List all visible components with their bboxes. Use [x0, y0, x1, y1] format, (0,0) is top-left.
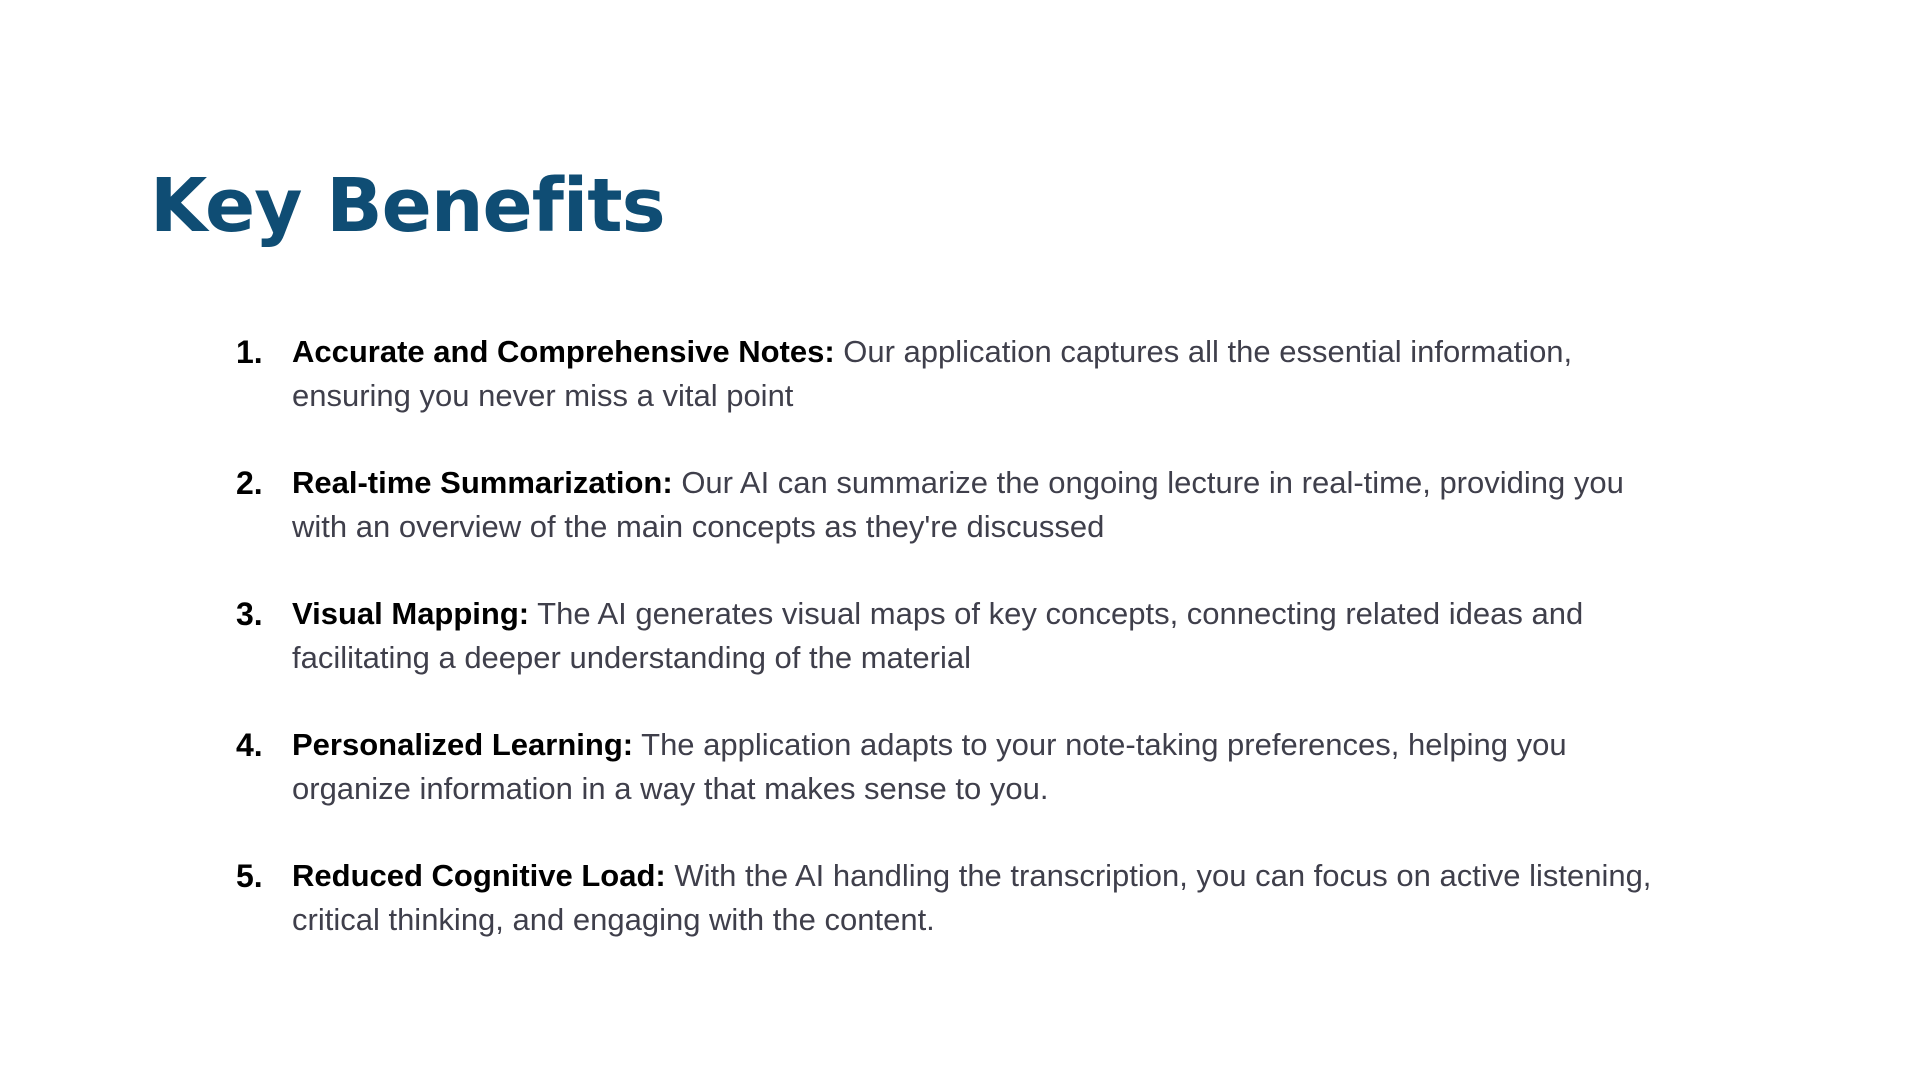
- benefit-description: [292, 723, 1676, 811]
- benefit-number: 1.: [236, 334, 263, 370]
- benefit-number: 2.: [236, 465, 263, 501]
- benefit-heading: Visual Mapping:: [292, 596, 530, 631]
- benefit-item: [236, 461, 1676, 592]
- benefit-number: 3.: [236, 596, 263, 632]
- benefit-heading: Reduced Cognitive Load:: [292, 858, 666, 893]
- benefit-description: [292, 461, 1676, 549]
- benefit-item: [236, 592, 1676, 723]
- benefit-heading: Personalized Learning:: [292, 727, 634, 762]
- benefit-body: Our application captures all the essential information, ensuring you never miss a vital point: [292, 334, 1573, 413]
- benefit-item: [236, 330, 1676, 461]
- benefit-description: [292, 854, 1676, 942]
- benefit-body: The AI generates visual maps of key concepts, connecting related ideas and facilitating a deeper understanding of the material: [292, 596, 1584, 675]
- benefit-number: 5.: [236, 858, 263, 894]
- benefit-description: [292, 592, 1676, 680]
- benefit-body: With the AI handling the transcription, you can focus on active listening, critical thinking, and engaging with the content.: [292, 858, 1652, 937]
- benefit-item: [236, 723, 1676, 854]
- benefit-body: The application adapts to your note-taking preferences, helping you organize information in a way that makes sense to you.: [292, 727, 1567, 806]
- benefit-heading: Real-time Summarization:: [292, 465, 673, 500]
- benefit-body: Our AI can summarize the ongoing lecture in real-time, providing you with an overview of the main concepts as they're discussed: [292, 465, 1624, 544]
- slide-title: Key Benefits: [150, 163, 665, 249]
- benefits-list: [236, 330, 1676, 985]
- benefit-item: [236, 854, 1676, 985]
- benefit-description: [292, 330, 1676, 418]
- benefit-heading: Accurate and Comprehensive Notes:: [292, 334, 835, 369]
- benefit-number: 4.: [236, 727, 263, 763]
